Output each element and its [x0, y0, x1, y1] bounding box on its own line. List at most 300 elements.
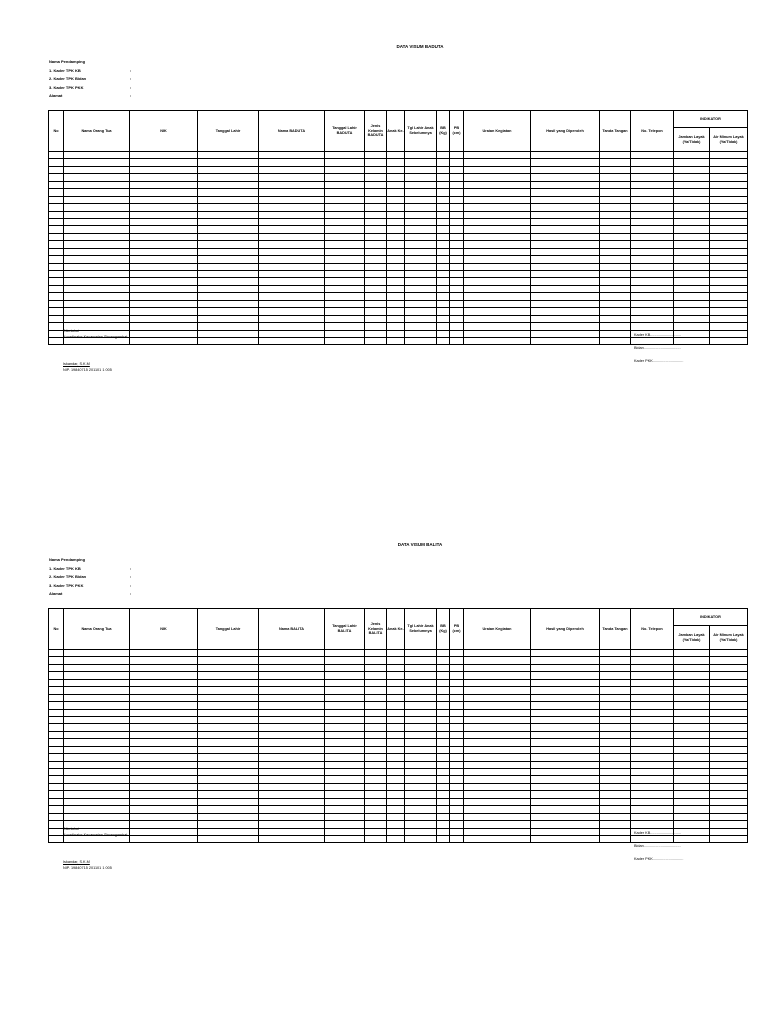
table-cell[interactable] [631, 293, 674, 300]
table-cell[interactable] [405, 256, 437, 263]
table-cell[interactable] [259, 716, 325, 723]
table-cell[interactable] [437, 702, 450, 709]
table-cell[interactable] [437, 679, 450, 686]
table-cell[interactable] [325, 308, 365, 315]
table-cell[interactable] [64, 672, 130, 679]
table-cell[interactable] [405, 664, 437, 671]
table-cell[interactable] [325, 835, 365, 842]
table-cell[interactable] [64, 679, 130, 686]
table-cell[interactable] [387, 746, 405, 753]
table-cell[interactable] [387, 657, 405, 664]
table-cell[interactable] [600, 731, 631, 738]
table-cell[interactable] [710, 657, 748, 664]
table-cell[interactable] [405, 702, 437, 709]
table-cell[interactable] [130, 308, 198, 315]
table-cell[interactable] [365, 166, 387, 173]
table-cell[interactable] [259, 271, 325, 278]
table-cell[interactable] [710, 271, 748, 278]
table-cell[interactable] [450, 233, 464, 240]
table-cell[interactable] [631, 271, 674, 278]
table-cell[interactable] [531, 739, 600, 746]
table-cell[interactable] [198, 813, 259, 820]
table-cell[interactable] [198, 285, 259, 292]
table-cell[interactable] [325, 806, 365, 813]
table-cell[interactable] [365, 650, 387, 657]
table-cell[interactable] [365, 241, 387, 248]
table-cell[interactable] [710, 828, 748, 835]
table-cell[interactable] [365, 315, 387, 322]
table-cell[interactable] [49, 278, 64, 285]
table-cell[interactable] [631, 248, 674, 255]
table-cell[interactable] [49, 821, 64, 828]
table-cell[interactable] [631, 798, 674, 805]
table-cell[interactable] [531, 166, 600, 173]
table-cell[interactable] [531, 233, 600, 240]
table-cell[interactable] [600, 330, 631, 337]
table-cell[interactable] [631, 308, 674, 315]
table-cell[interactable] [365, 761, 387, 768]
table-cell[interactable] [600, 821, 631, 828]
table-cell[interactable] [450, 724, 464, 731]
table-cell[interactable] [600, 664, 631, 671]
table-cell[interactable] [437, 152, 450, 159]
table-cell[interactable] [710, 323, 748, 330]
table-cell[interactable] [49, 211, 64, 218]
table-cell[interactable] [387, 196, 405, 203]
table-cell[interactable] [600, 181, 631, 188]
table-cell[interactable] [365, 746, 387, 753]
table-cell[interactable] [450, 791, 464, 798]
table-cell[interactable] [198, 687, 259, 694]
table-cell[interactable] [531, 285, 600, 292]
table-cell[interactable] [631, 233, 674, 240]
table-cell[interactable] [259, 702, 325, 709]
table-cell[interactable] [365, 709, 387, 716]
table-cell[interactable] [64, 189, 130, 196]
table-cell[interactable] [325, 702, 365, 709]
table-cell[interactable] [198, 241, 259, 248]
table-cell[interactable] [325, 248, 365, 255]
table-cell[interactable] [450, 241, 464, 248]
table-cell[interactable] [130, 248, 198, 255]
table-cell[interactable] [198, 330, 259, 337]
table-cell[interactable] [325, 650, 365, 657]
table-cell[interactable] [600, 709, 631, 716]
table-cell[interactable] [325, 174, 365, 181]
table-cell[interactable] [198, 300, 259, 307]
table-cell[interactable] [387, 694, 405, 701]
table-cell[interactable] [600, 204, 631, 211]
table-cell[interactable] [64, 709, 130, 716]
table-cell[interactable] [130, 300, 198, 307]
table-cell[interactable] [464, 300, 531, 307]
table-cell[interactable] [464, 315, 531, 322]
table-cell[interactable] [130, 783, 198, 790]
table-cell[interactable] [49, 798, 64, 805]
table-cell[interactable] [437, 293, 450, 300]
table-cell[interactable] [387, 226, 405, 233]
table-cell[interactable] [49, 828, 64, 835]
table-cell[interactable] [631, 189, 674, 196]
table-cell[interactable] [365, 256, 387, 263]
table-cell[interactable] [710, 285, 748, 292]
table-cell[interactable] [464, 226, 531, 233]
table-cell[interactable] [365, 716, 387, 723]
table-cell[interactable] [405, 806, 437, 813]
table-cell[interactable] [259, 315, 325, 322]
table-cell[interactable] [259, 330, 325, 337]
table-cell[interactable] [365, 776, 387, 783]
table-cell[interactable] [325, 813, 365, 820]
table-cell[interactable] [674, 702, 710, 709]
table-cell[interactable] [49, 672, 64, 679]
table-cell[interactable] [531, 315, 600, 322]
table-cell[interactable] [130, 791, 198, 798]
table-cell[interactable] [600, 828, 631, 835]
table-cell[interactable] [600, 754, 631, 761]
table-cell[interactable] [365, 285, 387, 292]
table-cell[interactable] [130, 754, 198, 761]
table-cell[interactable] [49, 308, 64, 315]
table-cell[interactable] [259, 256, 325, 263]
table-cell[interactable] [365, 798, 387, 805]
table-cell[interactable] [464, 754, 531, 761]
table-cell[interactable] [437, 709, 450, 716]
table-cell[interactable] [600, 189, 631, 196]
table-cell[interactable] [405, 709, 437, 716]
table-cell[interactable] [365, 821, 387, 828]
table-cell[interactable] [450, 731, 464, 738]
table-cell[interactable] [631, 806, 674, 813]
table-cell[interactable] [710, 798, 748, 805]
table-cell[interactable] [365, 181, 387, 188]
table-cell[interactable] [631, 181, 674, 188]
table-cell[interactable] [198, 152, 259, 159]
table-cell[interactable] [437, 211, 450, 218]
table-cell[interactable] [198, 672, 259, 679]
table-cell[interactable] [259, 285, 325, 292]
table-cell[interactable] [674, 196, 710, 203]
table-cell[interactable] [405, 189, 437, 196]
table-cell[interactable] [259, 657, 325, 664]
table-cell[interactable] [365, 300, 387, 307]
table-cell[interactable] [387, 285, 405, 292]
table-cell[interactable] [64, 650, 130, 657]
table-cell[interactable] [64, 196, 130, 203]
table-cell[interactable] [631, 650, 674, 657]
table-cell[interactable] [405, 761, 437, 768]
table-cell[interactable] [710, 776, 748, 783]
table-cell[interactable] [631, 687, 674, 694]
table-cell[interactable] [325, 798, 365, 805]
table-cell[interactable] [130, 679, 198, 686]
table-cell[interactable] [405, 687, 437, 694]
table-cell[interactable] [130, 746, 198, 753]
table-cell[interactable] [710, 166, 748, 173]
table-cell[interactable] [198, 293, 259, 300]
table-cell[interactable] [64, 285, 130, 292]
table-cell[interactable] [464, 337, 531, 344]
table-cell[interactable] [64, 174, 130, 181]
table-cell[interactable] [710, 159, 748, 166]
table-cell[interactable] [450, 315, 464, 322]
table-cell[interactable] [464, 776, 531, 783]
table-cell[interactable] [405, 174, 437, 181]
table-cell[interactable] [464, 241, 531, 248]
table-cell[interactable] [600, 315, 631, 322]
table-cell[interactable] [631, 152, 674, 159]
table-cell[interactable] [600, 293, 631, 300]
table-cell[interactable] [387, 256, 405, 263]
table-cell[interactable] [405, 233, 437, 240]
table-cell[interactable] [600, 285, 631, 292]
table-cell[interactable] [49, 657, 64, 664]
table-cell[interactable] [531, 821, 600, 828]
table-cell[interactable] [64, 657, 130, 664]
table-cell[interactable] [674, 754, 710, 761]
table-cell[interactable] [450, 204, 464, 211]
table-cell[interactable] [600, 248, 631, 255]
table-cell[interactable] [710, 746, 748, 753]
table-cell[interactable] [387, 204, 405, 211]
table-cell[interactable] [365, 724, 387, 731]
table-cell[interactable] [325, 218, 365, 225]
table-cell[interactable] [710, 248, 748, 255]
table-cell[interactable] [130, 806, 198, 813]
table-cell[interactable] [531, 248, 600, 255]
table-cell[interactable] [49, 315, 64, 322]
table-cell[interactable] [325, 337, 365, 344]
table-cell[interactable] [365, 278, 387, 285]
table-cell[interactable] [600, 300, 631, 307]
table-cell[interactable] [198, 835, 259, 842]
table-cell[interactable] [464, 189, 531, 196]
table-cell[interactable] [674, 315, 710, 322]
table-cell[interactable] [464, 211, 531, 218]
table-cell[interactable] [49, 166, 64, 173]
table-cell[interactable] [64, 241, 130, 248]
table-cell[interactable] [531, 798, 600, 805]
table-cell[interactable] [198, 798, 259, 805]
table-cell[interactable] [464, 263, 531, 270]
table-cell[interactable] [674, 189, 710, 196]
table-cell[interactable] [405, 716, 437, 723]
table-cell[interactable] [325, 181, 365, 188]
table-cell[interactable] [198, 166, 259, 173]
table-cell[interactable] [259, 226, 325, 233]
table-cell[interactable] [49, 181, 64, 188]
table-cell[interactable] [464, 694, 531, 701]
table-cell[interactable] [600, 791, 631, 798]
table-cell[interactable] [405, 204, 437, 211]
table-cell[interactable] [450, 761, 464, 768]
table-cell[interactable] [710, 739, 748, 746]
table-cell[interactable] [710, 263, 748, 270]
table-cell[interactable] [631, 813, 674, 820]
table-cell[interactable] [325, 233, 365, 240]
table-cell[interactable] [710, 256, 748, 263]
table-cell[interactable] [387, 739, 405, 746]
table-cell[interactable] [450, 835, 464, 842]
table-cell[interactable] [198, 315, 259, 322]
table-cell[interactable] [405, 731, 437, 738]
table-cell[interactable] [198, 828, 259, 835]
table-cell[interactable] [464, 271, 531, 278]
table-cell[interactable] [387, 716, 405, 723]
table-cell[interactable] [198, 263, 259, 270]
table-cell[interactable] [49, 293, 64, 300]
table-cell[interactable] [531, 226, 600, 233]
table-cell[interactable] [405, 776, 437, 783]
table-cell[interactable] [130, 271, 198, 278]
table-cell[interactable] [450, 694, 464, 701]
table-cell[interactable] [259, 211, 325, 218]
table-cell[interactable] [450, 152, 464, 159]
table-cell[interactable] [259, 746, 325, 753]
table-cell[interactable] [464, 679, 531, 686]
table-cell[interactable] [259, 664, 325, 671]
table-cell[interactable] [450, 650, 464, 657]
table-cell[interactable] [365, 152, 387, 159]
table-cell[interactable] [325, 754, 365, 761]
table-cell[interactable] [674, 761, 710, 768]
table-cell[interactable] [710, 731, 748, 738]
table-cell[interactable] [450, 746, 464, 753]
table-cell[interactable] [405, 166, 437, 173]
table-cell[interactable] [259, 233, 325, 240]
table-cell[interactable] [464, 806, 531, 813]
table-cell[interactable] [365, 248, 387, 255]
table-cell[interactable] [259, 709, 325, 716]
table-cell[interactable] [437, 263, 450, 270]
table-cell[interactable] [450, 337, 464, 344]
table-cell[interactable] [600, 159, 631, 166]
table-cell[interactable] [130, 731, 198, 738]
table-cell[interactable] [631, 159, 674, 166]
table-cell[interactable] [365, 211, 387, 218]
table-cell[interactable] [130, 159, 198, 166]
table-cell[interactable] [531, 308, 600, 315]
table-cell[interactable] [387, 783, 405, 790]
table-cell[interactable] [130, 709, 198, 716]
table-cell[interactable] [325, 189, 365, 196]
table-cell[interactable] [49, 806, 64, 813]
table-cell[interactable] [387, 330, 405, 337]
table-cell[interactable] [130, 761, 198, 768]
table-cell[interactable] [387, 241, 405, 248]
table-cell[interactable] [405, 783, 437, 790]
table-cell[interactable] [365, 337, 387, 344]
table-cell[interactable] [710, 241, 748, 248]
table-cell[interactable] [437, 783, 450, 790]
table-cell[interactable] [531, 657, 600, 664]
table-cell[interactable] [259, 196, 325, 203]
table-cell[interactable] [531, 776, 600, 783]
table-cell[interactable] [437, 248, 450, 255]
table-cell[interactable] [437, 300, 450, 307]
table-cell[interactable] [450, 278, 464, 285]
table-cell[interactable] [49, 746, 64, 753]
table-cell[interactable] [387, 218, 405, 225]
table-cell[interactable] [49, 248, 64, 255]
table-cell[interactable] [631, 315, 674, 322]
table-cell[interactable] [259, 679, 325, 686]
table-cell[interactable] [64, 300, 130, 307]
table-cell[interactable] [600, 806, 631, 813]
table-cell[interactable] [49, 241, 64, 248]
table-cell[interactable] [464, 828, 531, 835]
table-cell[interactable] [437, 724, 450, 731]
table-cell[interactable] [600, 739, 631, 746]
table-cell[interactable] [365, 806, 387, 813]
table-cell[interactable] [387, 791, 405, 798]
table-cell[interactable] [325, 293, 365, 300]
table-cell[interactable] [405, 724, 437, 731]
table-cell[interactable] [531, 263, 600, 270]
table-cell[interactable] [450, 293, 464, 300]
table-cell[interactable] [64, 293, 130, 300]
table-cell[interactable] [631, 709, 674, 716]
table-cell[interactable] [325, 152, 365, 159]
table-cell[interactable] [531, 672, 600, 679]
table-cell[interactable] [64, 664, 130, 671]
table-cell[interactable] [130, 285, 198, 292]
table-cell[interactable] [674, 293, 710, 300]
table-cell[interactable] [600, 657, 631, 664]
table-cell[interactable] [64, 806, 130, 813]
table-cell[interactable] [387, 806, 405, 813]
table-cell[interactable] [710, 679, 748, 686]
table-cell[interactable] [450, 181, 464, 188]
table-cell[interactable] [600, 761, 631, 768]
table-cell[interactable] [387, 189, 405, 196]
table-cell[interactable] [49, 204, 64, 211]
table-cell[interactable] [531, 278, 600, 285]
table-cell[interactable] [600, 835, 631, 842]
table-cell[interactable] [405, 226, 437, 233]
table-cell[interactable] [405, 337, 437, 344]
table-cell[interactable] [387, 271, 405, 278]
table-cell[interactable] [49, 330, 64, 337]
table-cell[interactable] [365, 218, 387, 225]
table-cell[interactable] [631, 754, 674, 761]
table-cell[interactable] [198, 657, 259, 664]
table-cell[interactable] [64, 776, 130, 783]
table-cell[interactable] [674, 650, 710, 657]
table-cell[interactable] [259, 731, 325, 738]
table-cell[interactable] [710, 189, 748, 196]
table-cell[interactable] [198, 679, 259, 686]
table-cell[interactable] [600, 278, 631, 285]
table-cell[interactable] [450, 754, 464, 761]
table-cell[interactable] [387, 211, 405, 218]
table-cell[interactable] [437, 739, 450, 746]
table-cell[interactable] [64, 278, 130, 285]
table-cell[interactable] [437, 657, 450, 664]
table-cell[interactable] [365, 233, 387, 240]
table-cell[interactable] [49, 174, 64, 181]
table-cell[interactable] [49, 731, 64, 738]
table-cell[interactable] [531, 159, 600, 166]
table-cell[interactable] [464, 152, 531, 159]
table-cell[interactable] [130, 181, 198, 188]
table-cell[interactable] [198, 204, 259, 211]
table-cell[interactable] [631, 211, 674, 218]
table-cell[interactable] [631, 761, 674, 768]
table-cell[interactable] [325, 828, 365, 835]
table-cell[interactable] [259, 739, 325, 746]
table-cell[interactable] [49, 702, 64, 709]
